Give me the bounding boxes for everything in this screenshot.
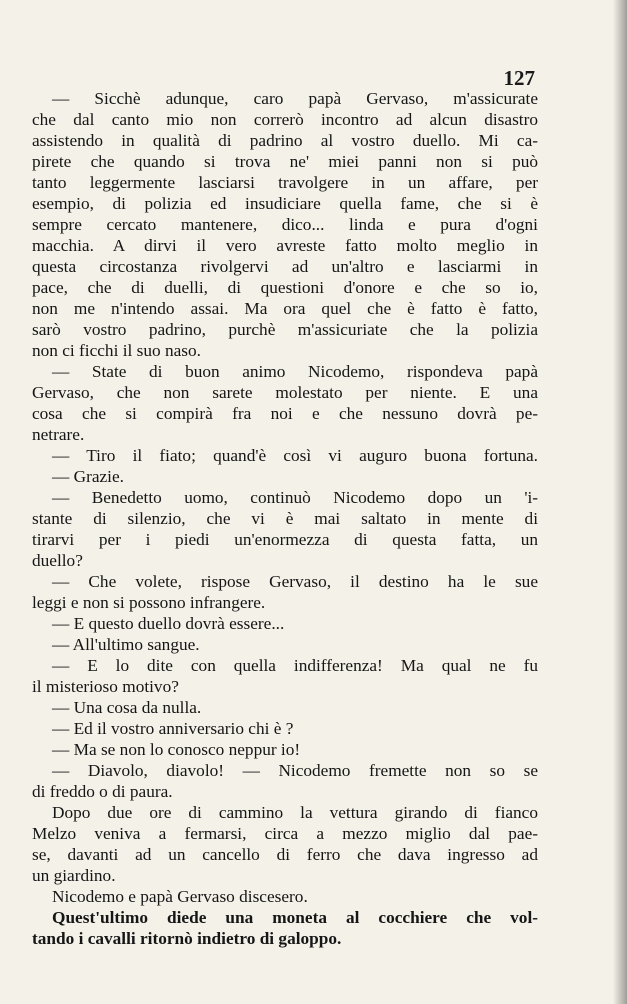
text-line: che dal canto mio non correrò incontro ad alcun disastro	[32, 110, 538, 129]
text-line: — E lo dite con quella indifferenza! Ma qual ne fu	[52, 656, 538, 675]
text-line: — All'ultimo sangue.	[52, 635, 200, 654]
text-line: Gervaso, che non sarete molestato per niente. E una	[32, 383, 538, 402]
text-line: macchia. A dirvi il vero avreste fatto molto meglio in	[32, 236, 538, 255]
text-line: Nicodemo e papà Gervaso discesero.	[52, 887, 308, 906]
text-line: il misterioso motivo?	[32, 677, 179, 696]
text-line: Quest'ultimo diede una moneta al cocchiere che vol-	[52, 908, 538, 927]
text-line: Dopo due ore di cammino la vettura girando di fianco	[52, 803, 538, 822]
text-line: netrare.	[32, 425, 85, 444]
text-line: un giardino.	[32, 866, 116, 885]
page-edge-shadow	[613, 0, 627, 1004]
body-text	[32, 88, 538, 949]
text-line: duello?	[32, 551, 83, 570]
text-line: sarò vostro padrino, purchè m'assicuriate che la polizia	[32, 320, 538, 339]
page-number: 127	[503, 66, 535, 90]
text-line: — Che volete, rispose Gervaso, il destino ha le sue	[52, 572, 538, 591]
text-line: tirarvi per i piedi un'enormezza di questa fatta, un	[32, 530, 538, 549]
text-line: non ci ficchi il suo naso.	[32, 341, 201, 360]
text-line: esempio, di polizia ed insudiciare quella fame, che si è	[32, 194, 538, 213]
text-line: — Una cosa da nulla.	[52, 698, 202, 717]
text-line: — Ed il vostro anniversario chi è ?	[52, 719, 294, 738]
text-line: — Tiro il fiato; quand'è così vi auguro buona fortuna.	[52, 446, 538, 465]
text-line: — Sicchè adunque, caro papà Gervaso, m'assicurate	[52, 89, 538, 108]
text-line: se, davanti ad un cancello di ferro che dava ingresso ad	[32, 845, 538, 864]
text-line: pace, che di duelli, di questioni d'onore e che so io,	[32, 278, 538, 297]
text-line: non me n'intendo assai. Ma ora quel che è fatto è fatto,	[32, 299, 538, 318]
text-line: — E questo duello dovrà essere...	[52, 614, 285, 633]
text-line: leggi e non si possono infrangere.	[32, 593, 266, 612]
text-line: questa circostanza rivolgervi ad un'altro e lasciarmi in	[32, 257, 538, 276]
text-line: pirete che quando si trova ne' miei panni non si può	[32, 152, 538, 171]
text-line: Melzo veniva a fermarsi, circa a mezzo miglio dal pae-	[32, 824, 538, 843]
text-line: sempre cercato mantenere, dico... linda e pura d'ogni	[32, 215, 538, 234]
text-line: assistendo in qualità di padrino al vostro duello. Mi ca-	[32, 131, 538, 150]
text-line: tanto leggermente lasciarsi travolgere in un affare, per	[32, 173, 538, 192]
text-line: — Benedetto uomo, continuò Nicodemo dopo un 'i-	[52, 488, 538, 507]
text-line: tando i cavalli ritornò indietro di galoppo.	[32, 929, 342, 948]
text-line: — Grazie.	[52, 467, 124, 486]
text-line: di freddo o di paura.	[32, 782, 173, 801]
text-line: — State di buon animo Nicodemo, rispondeva papà	[52, 362, 538, 381]
text-line: — Diavolo, diavolo! — Nicodemo fremette non so se	[52, 761, 538, 780]
text-line: stante di silenzio, che vi è mai saltato in mente di	[32, 509, 538, 528]
text-line: cosa che si compirà fra noi e che nessuno dovrà pe-	[32, 404, 538, 423]
text-line: — Ma se non lo conosco neppur io!	[52, 740, 301, 759]
